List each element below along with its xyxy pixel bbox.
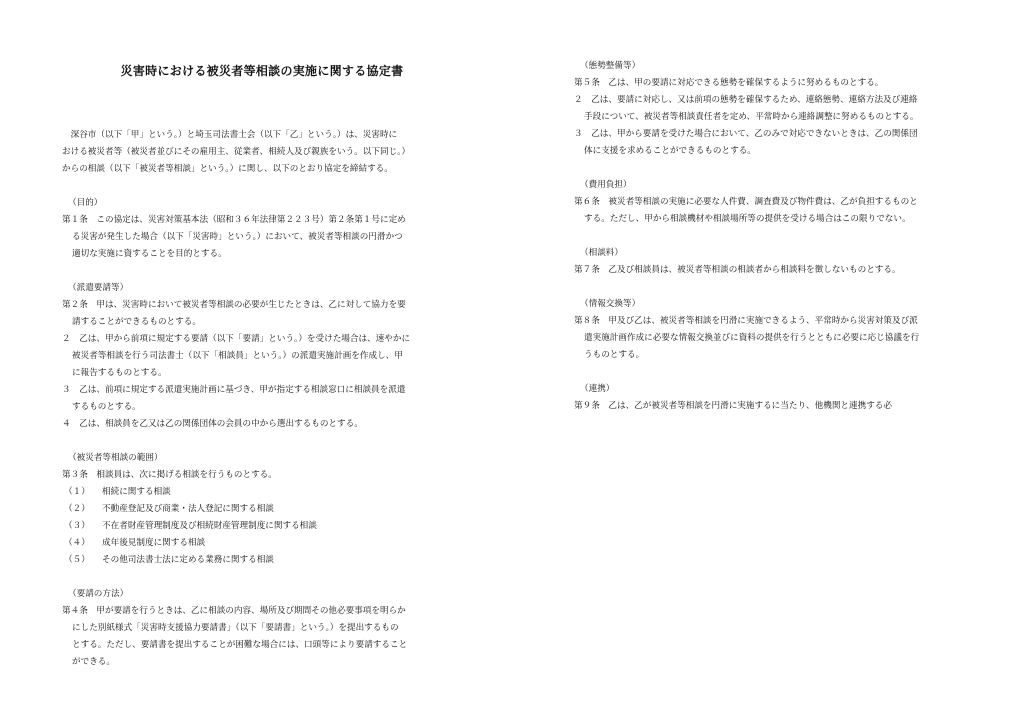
article-text-line: にした別紙様式「災害時支援協力要請書」（以下「要請書」という。）を提出するもの	[72, 623, 399, 633]
article-text-line: とする。ただし、要請書を提出することが困難な場合には、口頭等により要請すること	[72, 640, 408, 650]
article-text-line: ができる。	[72, 657, 115, 667]
article-caption: （態勢整備等）	[580, 61, 641, 71]
article-text-line: 手段について、被災者等相談責任者を定め、平常時から連絡調整に努めるものとする。	[584, 112, 919, 122]
article-caption: （目的）	[68, 198, 103, 208]
article-section	[62, 280, 462, 433]
list-item-number: （１）	[64, 487, 90, 497]
right-column	[574, 58, 974, 415]
article-text-line: する。ただし、甲から相談機材や相談場所等の提供を受ける場合はこの限りでない。	[584, 214, 911, 224]
article-section	[574, 58, 974, 160]
list-item-number: （５）	[64, 555, 90, 565]
preamble-line: からの相談（以下「被災者等相談」という。）に関し、以下のとおり協定を締結する。	[62, 164, 393, 174]
article-text-line: ３ 乙は、甲から要請を受けた場合において、乙のみで対応できないときは、乙の関係団	[574, 129, 918, 139]
list-item	[62, 501, 462, 518]
article-text-line: 第４条 甲が要請を行うときは、乙に相談の内容、場所及び期間その他必要事項を明らか	[62, 606, 406, 616]
list-item	[62, 552, 462, 569]
article-text-line: うものとする。	[584, 350, 645, 360]
article-section	[574, 381, 974, 415]
list-item-number: （２）	[64, 504, 90, 514]
list-item-text: 不在者財産管理制度及び相続財産管理制度に関する相談	[102, 521, 317, 531]
preamble	[62, 127, 462, 178]
list-item-text: 成年後見制度に関する相談	[102, 538, 206, 548]
article-section	[62, 450, 462, 569]
article-text-line: 第８条 甲及び乙は、被災者等相談を円滑に実施できるよう、平常時から災害対策及び派	[574, 316, 918, 326]
article-text-line: 遣実施計画作成に必要な情報交換並びに資料の提供を行うとともに必要に応じ協議を行	[584, 333, 920, 343]
article-text-line: ２ 乙は、甲から前項に規定する要請（以下「要請」という。）を受けた場合は、速やかに	[62, 334, 411, 344]
article-text-line: に報告するものとする。	[72, 368, 167, 378]
list-item	[62, 535, 462, 552]
article-caption: （相談料）	[580, 248, 623, 258]
article-text-line: するものとする。	[72, 402, 141, 412]
article-text-line: 適切な実施に資することを目的とする。	[72, 249, 227, 259]
article-section	[574, 296, 974, 364]
list-item-number: （４）	[64, 538, 90, 548]
left-articles	[62, 195, 462, 671]
article-text-line: 第５条 乙は、甲の要請に対応できる態勢を確保するように努めるものとする。	[574, 78, 884, 88]
preamble-line: おける被災者等（被災者並びにその雇用主、従業者、相続人及び親族をいう。以下同じ。）	[62, 147, 411, 157]
article-section	[574, 245, 974, 279]
list-item-number: （３）	[64, 521, 90, 531]
article-caption: （要請の方法）	[68, 589, 129, 599]
article-text-line: 被災者等相談を行う司法書士（以下「相談員」という。）の派遣実施計画を作成し、甲	[72, 351, 403, 361]
article-text-line: る災害が発生した場合（以下「災害時」という。）において、被災者等相談の円滑かつ	[72, 232, 403, 242]
article-text-line: ３ 乙は、前項に規定する派遣実施計画に基づき、甲が指定する相談窓口に相談員を派遣	[62, 385, 406, 395]
article-caption: （連携）	[580, 384, 615, 394]
right-articles	[574, 58, 974, 415]
document-title: 災害時における被災者等相談の実施に関する協定書	[120, 64, 404, 78]
article-text-line: 第１条 この協定は、災害対策基本法（昭和３６年法律第２２３号）第２条第１号に定め	[62, 215, 406, 225]
article-caption: （被災者等相談の範囲）	[68, 453, 163, 463]
article-caption: （費用負担）	[580, 180, 632, 190]
article-caption: （派遣要請等）	[68, 283, 129, 293]
article-text-line: ４ 乙は、相談員を乙又は乙の関係団体の会員の中から選出するものとする。	[62, 419, 363, 429]
preamble-line: 深谷市（以下「甲」という。）と埼玉司法書士会（以下「乙」という。）は、災害時に	[62, 130, 398, 140]
left-column	[62, 58, 462, 671]
article-text-line: 第６条 被災者等相談の実施に必要な人件費、調査費及び物件費は、乙が負担するものと	[574, 197, 918, 207]
list-item-text: 相続に関する相談	[102, 487, 171, 497]
article-text-line: 体に支援を求めることができるものとする。	[584, 146, 756, 156]
list-item-text: その他司法書士法に定める業務に関する相談	[102, 555, 274, 565]
article-section	[62, 586, 462, 671]
list-item	[62, 484, 462, 501]
article-section	[574, 177, 974, 228]
article-text-line: 第３条 相談員は、次に掲げる相談を行うものとする。	[62, 470, 277, 480]
article-text-line: 請することができるものとする。	[72, 317, 201, 327]
list-item-text: 不動産登記及び商業・法人登記に関する相談	[102, 504, 274, 514]
article-caption: （情報交換等）	[580, 299, 641, 309]
article-text-line: ２ 乙は、要請に対応し、又は前項の態勢を確保するため、連絡態勢、連絡方法及び連絡	[574, 95, 918, 105]
list-item	[62, 518, 462, 535]
article-text-line: 第７条 乙及び相談員は、被災者等相談の相談者から相談料を徴しないものとする。	[574, 265, 901, 275]
article-text-line: 第２条 甲は、災害時において被災者等相談の必要が生じたときは、乙に対して協力を要	[62, 300, 406, 310]
article-section	[62, 195, 462, 263]
article-text-line: 第９条 乙は、乙が被災者等相談を円滑に実施するに当たり、他機関と連携する必	[574, 401, 892, 411]
